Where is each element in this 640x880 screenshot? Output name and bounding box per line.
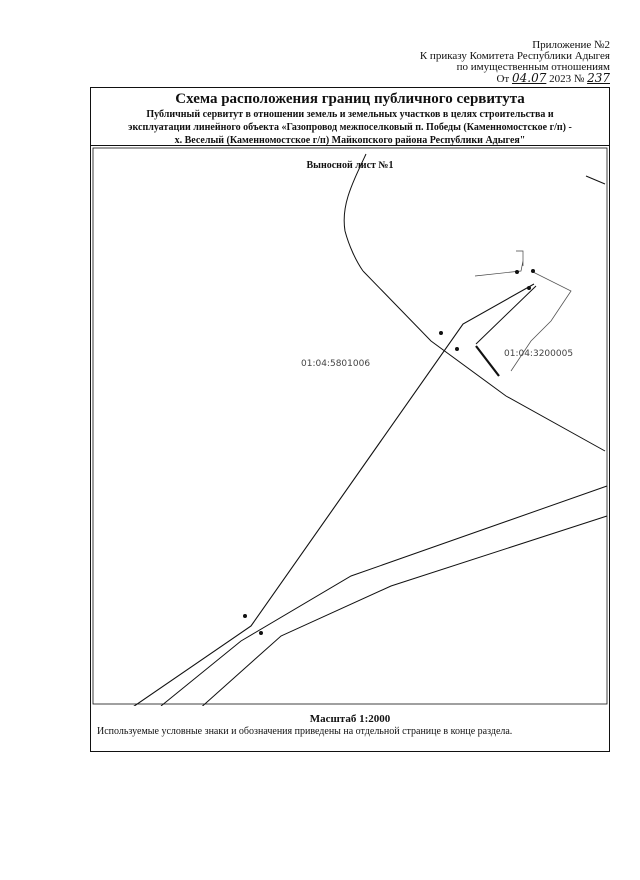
date-handwritten: 04.07 bbox=[511, 71, 547, 85]
parcel-label-left: 01:04:5801006 bbox=[301, 359, 371, 369]
point-marker bbox=[259, 631, 263, 635]
map-drawing bbox=[91, 146, 609, 706]
scheme-subtitle-1: Публичный сервитут в отношении земель и земельных участков в целях строительства и bbox=[146, 109, 554, 120]
road-edge-1 bbox=[197, 516, 607, 706]
point-marker bbox=[527, 286, 531, 290]
appendix-line-2: К приказу Комитета Республики Адыгея bbox=[419, 50, 610, 62]
scheme-title: Схема расположения границ публичного сервитута bbox=[175, 91, 525, 107]
date-prefix: От bbox=[496, 73, 510, 85]
scale-label: Масштаб 1:2000 bbox=[309, 713, 391, 725]
pipeline-branch bbox=[476, 286, 536, 344]
scheme-subtitle-2: эксплуатации линейного объекта «Газопровод межпоселковый п. Победы (Каменномостское г/п) - bbox=[128, 122, 572, 133]
point-marker bbox=[243, 614, 247, 618]
boundary-bold-segment bbox=[476, 346, 499, 376]
legend-note: Используемые условные знаки и обозначения приведены на отдельной странице в конце раздела. bbox=[97, 726, 513, 737]
map-border bbox=[93, 148, 607, 704]
appendix-line-3: по имущественным отношениям bbox=[456, 61, 610, 73]
point-marker bbox=[531, 269, 535, 273]
scheme-frame bbox=[90, 87, 610, 752]
road-edge-2 bbox=[161, 486, 607, 706]
parcel-boundary-diagonal bbox=[363, 271, 605, 451]
sheet-label: Выносной лист №1 bbox=[306, 160, 394, 171]
scheme-header bbox=[91, 88, 609, 146]
point-marker bbox=[439, 331, 443, 335]
parcel-boundary-curve bbox=[344, 154, 366, 271]
point-marker bbox=[515, 270, 519, 274]
appendix-header bbox=[420, 40, 610, 85]
date-year: 2023 № bbox=[549, 73, 585, 85]
appendix-line-1: Приложение №2 bbox=[532, 39, 610, 51]
scheme-subtitle-3: х. Веселый (Каменномостское г/п) Майкопского района Республики Адыгея" bbox=[174, 135, 526, 146]
pipeline-route bbox=[127, 284, 534, 706]
point-marker bbox=[455, 347, 459, 351]
appendix-date-line bbox=[420, 73, 610, 85]
number-handwritten: 237 bbox=[587, 71, 610, 85]
top-right-line bbox=[586, 176, 605, 184]
parcel-label-right: 01:04:3200005 bbox=[504, 349, 574, 359]
